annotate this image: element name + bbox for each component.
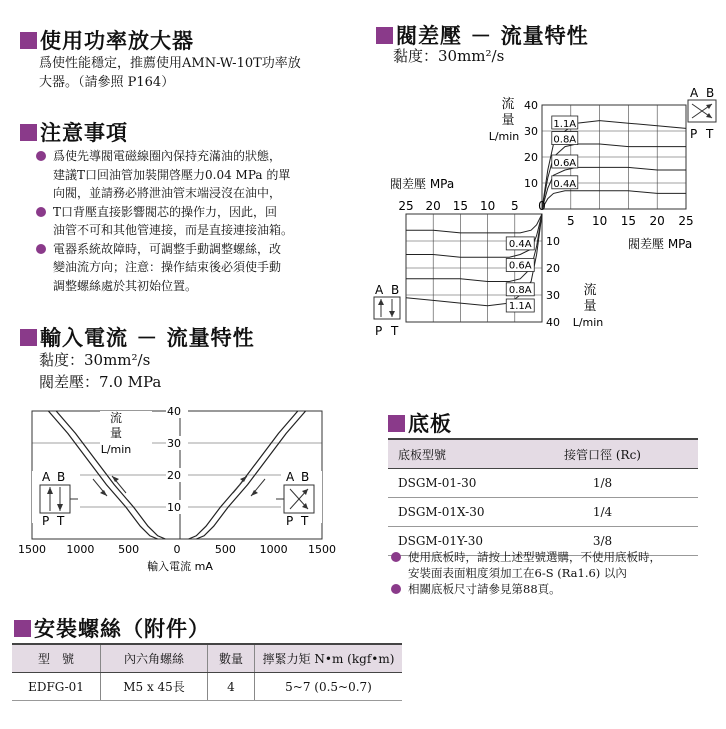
x-axis-label: 輸入電流 mA	[147, 560, 213, 573]
screws-title-text: 安裝螺絲（附件）	[34, 617, 210, 641]
top-y-label-1: 流	[501, 97, 515, 112]
left-x-axis-label: 閥差壓 MPa	[390, 177, 455, 191]
svg-text:P: P	[375, 324, 383, 338]
input-current-flow-chart	[0, 395, 360, 585]
bottom-y-label-2: 量	[583, 299, 597, 314]
title-marker-icon	[14, 620, 31, 637]
title-marker-icon	[388, 415, 405, 432]
title-marker-icon	[20, 124, 37, 141]
table-header-row: 底板型號 接管口徑 (Rc)	[388, 439, 698, 469]
top-x-ticks	[567, 214, 694, 228]
svg-text:A: A	[375, 283, 384, 297]
viscosity-text: 黏度：30mm²/s	[393, 47, 505, 65]
x-tick-label: 25	[678, 214, 694, 228]
series-label: 0.8A	[508, 284, 532, 296]
bottom-curves	[406, 214, 542, 312]
svg-text:B: B	[706, 86, 715, 100]
svg-text:A: A	[690, 86, 699, 100]
x-tick-label: 20	[425, 199, 441, 213]
amp-title-text: 使用功率放大器	[40, 29, 194, 53]
x-tick-label: 5	[566, 214, 575, 228]
y-tick-label: 20	[524, 151, 538, 164]
amp-body-line: 爲使性能穩定，推薦使用AMN-W-10T功率放	[39, 56, 301, 71]
svg-text:A: A	[286, 470, 295, 484]
y-tick-label: 20	[546, 262, 560, 275]
series-label: 0.6A	[553, 158, 577, 169]
x-tick-labels	[18, 543, 336, 556]
series-label: 1.1A	[553, 119, 577, 130]
table-row: DSGM-01X-30 1/4	[388, 498, 698, 527]
series-line	[406, 214, 542, 233]
svg-text:P: P	[42, 514, 50, 528]
svg-text:P: P	[286, 514, 294, 528]
series-line	[406, 214, 542, 257]
subplate-notes: 使用底板時，請按上述型號選購，不使用底板時， 安裝面表面粗度須加工在6-S (Ra1.6) 以內 相關底板尺寸請參見第88頁。	[391, 549, 726, 597]
y-tick-label: 10	[546, 235, 560, 248]
amp-body-line: 大器。（請參照 P164）	[39, 75, 175, 90]
svg-text:T: T	[391, 324, 399, 338]
bottom-y-label-3: L/min	[572, 316, 604, 329]
title-marker-icon	[376, 27, 393, 44]
table-row: DSGM-01Y-30 3/8	[388, 527, 698, 556]
note-item: 爲使先導閥電磁線圈內保持充滿油的狀態， 建議T口回油管加裝開啓壓力0.04 MPa 的單 向閥，並請務必將泄油管末端浸沒在油中，	[36, 147, 356, 203]
svg-text:T: T	[706, 127, 714, 141]
table-header-row: 型 號 內六角螺絲 數量 擰緊力矩 N•m (kgf•m)	[12, 644, 402, 673]
amp-body	[39, 54, 339, 92]
x-tick-label: 500	[214, 543, 236, 556]
series-label: 1.1A	[508, 301, 532, 312]
x-tick-label: 25	[398, 199, 414, 213]
top-y-label-3: L/min	[488, 130, 520, 143]
top-y-ticks	[524, 99, 538, 190]
x-tick-label: 1500	[18, 543, 46, 556]
subplate-title-text: 底板	[408, 412, 452, 436]
y-axis-label-1: 流	[109, 411, 123, 425]
y-tick-label: 40	[167, 405, 181, 418]
y-tick-label: 30	[167, 437, 181, 450]
y-tick-label: 10	[524, 177, 538, 190]
y-axis-label-3: L/min	[100, 443, 132, 456]
x-tick-label: 1500	[308, 543, 336, 556]
bullet-icon	[36, 244, 46, 254]
x-tick-label: 20	[649, 214, 665, 228]
valve-symbol-bottom	[374, 283, 400, 338]
x-tick-label: 1000	[259, 543, 288, 556]
x-tick-label: 15	[452, 199, 469, 213]
series-line	[542, 191, 686, 209]
svg-text:T: T	[57, 514, 65, 528]
valve-symbol-right	[276, 470, 322, 528]
y-tick-label: 40	[524, 99, 538, 112]
y-tick-label: 20	[167, 469, 181, 482]
x-tick-label: 10	[479, 199, 496, 213]
top-curves	[542, 116, 686, 209]
svg-text:B: B	[301, 470, 310, 484]
x-tick-label: 500	[118, 543, 140, 556]
svg-text:A: A	[42, 470, 51, 484]
bullet-icon	[36, 207, 46, 217]
y-tick-label: 40	[546, 316, 560, 329]
note-item: 相關底板尺寸請參見第88頁。	[391, 581, 726, 597]
bullet-icon	[391, 552, 401, 562]
x-tick-label: 0	[173, 543, 181, 556]
valve-symbol-left	[32, 470, 80, 528]
x-tick-label: 0	[538, 199, 546, 213]
valve-symbol-top	[688, 86, 716, 141]
note-item: T口背壓直接影響閥芯的操作力，因此，回 油管不可和其他管連接，而是直接連接油箱。	[36, 203, 356, 240]
table-row: EDFG-01 M5 x 45長 4 5~7 (0.5~0.7)	[12, 673, 402, 701]
x-tick-label: 10	[591, 214, 608, 228]
svg-text:T: T	[301, 514, 309, 528]
input-curve-title-text: 輸入電流 － 流量特性	[40, 326, 255, 350]
y-axis-label-2: 量	[109, 426, 123, 440]
bottom-y-ticks	[546, 235, 560, 329]
series-label: 0.4A	[508, 238, 532, 250]
notes-section-title	[20, 117, 128, 147]
title-marker-icon	[20, 329, 37, 346]
svg-text:B: B	[391, 283, 400, 297]
series-label: 0.8A	[553, 134, 577, 146]
series-label: 0.6A	[508, 260, 532, 272]
table-row: DSGM-01-30 1/8	[388, 469, 698, 498]
pressure-flow-chart	[370, 82, 726, 344]
bullet-icon	[391, 584, 401, 594]
y-tick-label: 30	[524, 125, 538, 138]
x-tick-label: 1000	[66, 543, 95, 556]
pressure-text: 閥差壓：7.0 MPa	[39, 373, 162, 391]
top-y-label-2: 量	[501, 113, 515, 128]
pressure-curve-title-text: 閥差壓 － 流量特性	[396, 24, 589, 48]
note-item: 使用底板時，請按上述型號選購，不使用底板時，	[391, 549, 726, 565]
svg-text:P: P	[690, 127, 698, 141]
screws-table	[12, 643, 402, 701]
note-item: 電器系統故障時，可調整手動調整螺絲，改 變油流方向；注意：操作結束後必須使手動 調整螺絲處於其初始位置。	[36, 240, 356, 296]
bullet-icon	[36, 151, 46, 161]
screws-section-title	[14, 613, 210, 643]
y-tick-labels	[166, 404, 188, 514]
input-curve-conditions	[39, 349, 161, 393]
amp-section-title	[20, 25, 194, 55]
viscosity-text: 黏度：30mm²/s	[39, 351, 151, 369]
top-x-axis-label: 閥差壓 MPa	[628, 237, 693, 251]
bottom-y-label-1: 流	[583, 283, 597, 298]
y-tick-label: 10	[167, 501, 181, 514]
notes-list	[36, 147, 356, 295]
svg-text:B: B	[57, 470, 66, 484]
x-tick-label: 5	[510, 199, 519, 213]
y-tick-label: 30	[546, 289, 560, 302]
title-marker-icon	[20, 32, 37, 49]
subplate-section-title	[388, 408, 452, 438]
series-label: 0.4A	[553, 178, 577, 190]
subplate-table	[388, 438, 698, 556]
bottom-x-ticks	[398, 199, 545, 213]
notes-title-text: 注意事項	[40, 121, 128, 145]
x-tick-label: 15	[620, 214, 637, 228]
input-curve-section-title	[20, 322, 255, 352]
